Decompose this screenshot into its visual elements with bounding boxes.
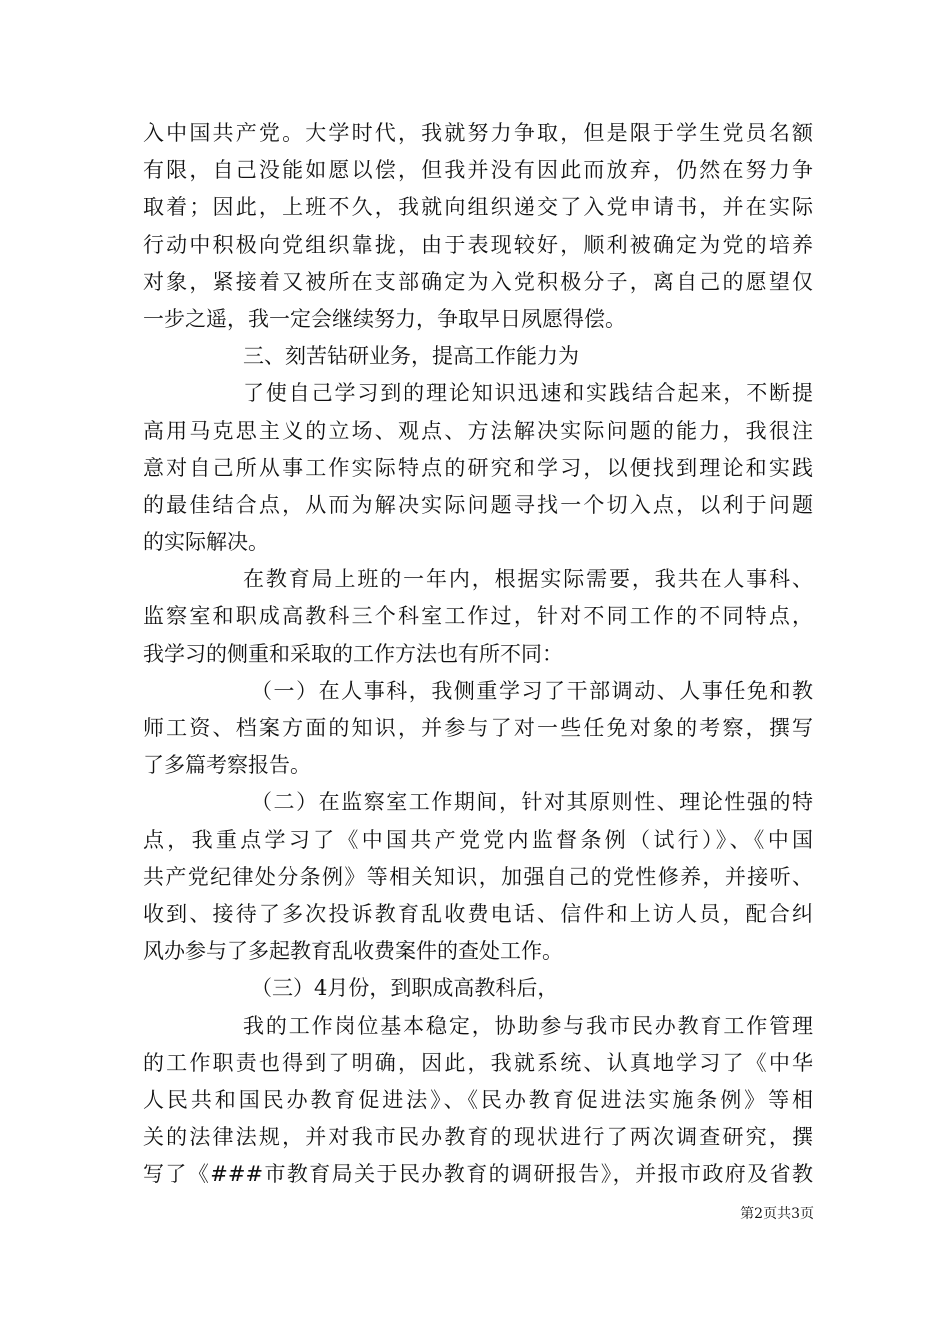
text-line: 人民共和国民办教育促进法》、《民办教育促进法实施条例》等相: [143, 1087, 813, 1112]
text-line: 在教育局上班的一年内，根据实际需要，我共在人事科、: [243, 567, 813, 592]
document-body: [143, 115, 813, 1193]
text-line: 风办参与了多起教育乱收费案件的查处工作。: [143, 939, 563, 964]
text-line: 我的工作岗位基本稳定，协助参与我市民办教育工作管理: [243, 1013, 813, 1038]
text-line: 点，我重点学习了《中国共产党党内监督条例（试行）》、《中国: [143, 827, 813, 852]
text-line: 的工作职责也得到了明确，因此，我就系统、认真地学习了《中华: [143, 1050, 813, 1075]
text-line: 写了《###市教育局关于民办教育的调研报告》，并报市政府及省教: [143, 1162, 813, 1187]
text-line: 共产党纪律处分条例》等相关知识，加强自己的党性修养，并接听、: [143, 864, 813, 889]
text-line: 的实际解决。: [143, 530, 269, 555]
text-line: 有限，自己没能如愿以偿，但我并没有因此而放弃，仍然在努力争: [143, 158, 813, 183]
text-line: 入中国共产党。大学时代，我就努力争取，但是限于学生党员名额: [143, 121, 813, 145]
text-line: 师工资、档案方面的知识，并参与了对一些任免对象的考察，撰写: [143, 716, 813, 740]
text-line: （三）4月份，到职成高教科后，: [251, 976, 559, 1001]
text-line: （一）在人事科，我侧重学习了干部调动、人事任免和教: [251, 678, 813, 703]
text-line: 的最佳结合点，从而为解决实际问题寻找一个切入点，以利于问题: [143, 492, 813, 517]
text-line: 了多篇考察报告。: [143, 753, 311, 778]
page-number: 第2页共3页: [740, 1206, 814, 1222]
text-line: 关的法律法规，并对我市民办教育的现状进行了两次调查研究，撰: [143, 1125, 813, 1150]
text-line: 对象，紧接着又被所在支部确定为入党积极分子，离自己的愿望仅: [143, 269, 813, 294]
text-line: 我学习的侧重和采取的工作方法也有所不同：: [143, 641, 563, 666]
text-line: 意对自己所从事工作实际特点的研究和学习，以便找到理论和实践: [143, 455, 813, 480]
text-line: 高用马克思主义的立场、观点、方法解决实际问题的能力，我很注: [143, 418, 813, 443]
text-line: 收到、接待了多次投诉教育乱收费电话、信件和上访人员，配合纠: [143, 901, 813, 926]
text-line: 了使自己学习到的理论知识迅速和实践结合起来，不断提: [243, 381, 813, 406]
text-line: （二）在监察室工作期间，针对其原则性、理论性强的特: [251, 790, 813, 815]
text-line: 一步之遥，我一定会继续努力，争取早日夙愿得偿。: [143, 306, 626, 331]
text-line: 监察室和职成高教科三个科室工作过，针对不同工作的不同特点，: [143, 604, 813, 629]
text-line: 取着；因此，上班不久，我就向组织递交了入党申请书，并在实际: [143, 195, 813, 220]
text-line: 行动中积极向党组织靠拢，由于表现较好，顺利被确定为党的培养: [143, 232, 813, 257]
section-heading: 三、刻苦钻研业务，提高工作能力为: [243, 344, 579, 369]
